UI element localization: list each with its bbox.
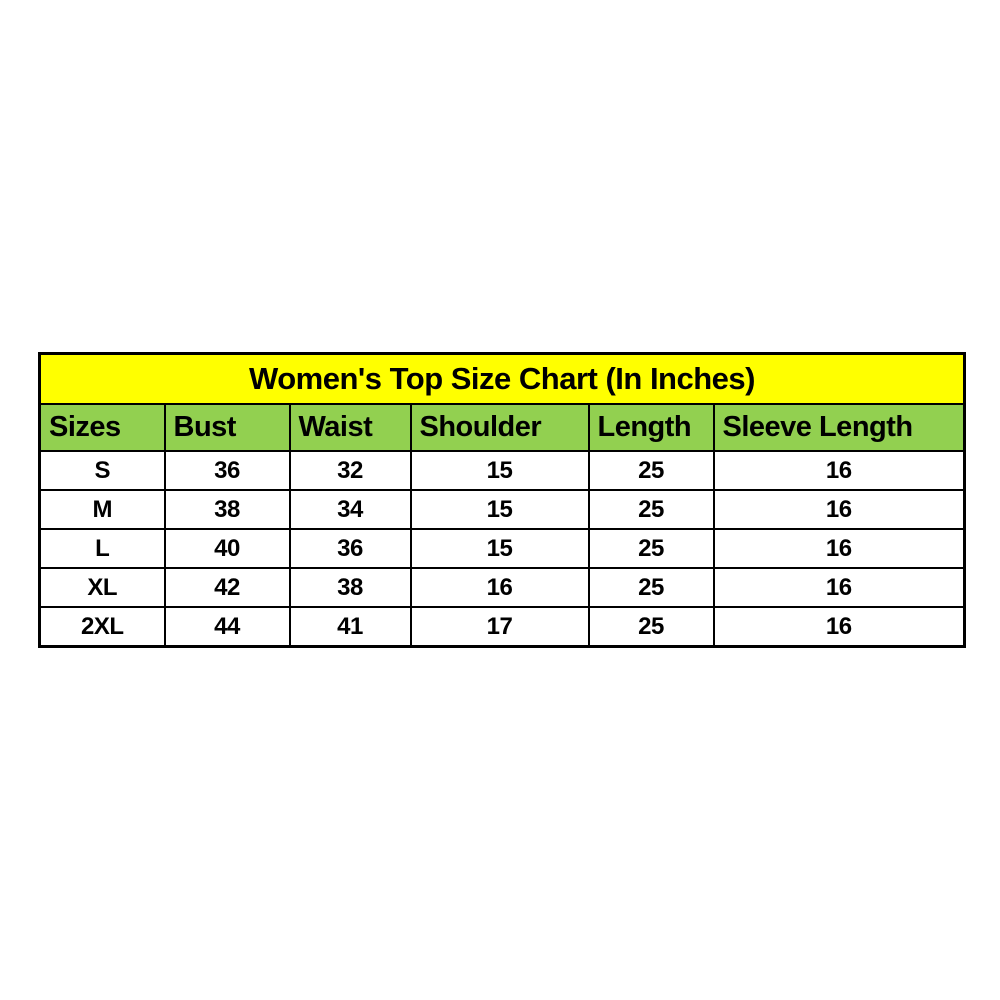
table-cell: 34 [290, 490, 411, 529]
table-cell: 15 [411, 451, 589, 490]
table-cell: 36 [290, 529, 411, 568]
size-label: XL [40, 568, 165, 607]
column-header-sleeve-length: Sleeve Length [714, 404, 965, 451]
size-label: S [40, 451, 165, 490]
column-header-waist: Waist [290, 404, 411, 451]
column-header-sizes: Sizes [40, 404, 165, 451]
table-cell: 16 [411, 568, 589, 607]
column-header-length: Length [589, 404, 714, 451]
table-cell: 25 [589, 607, 714, 647]
table-cell: 16 [714, 607, 965, 647]
table-cell: 36 [165, 451, 290, 490]
table-cell: 41 [290, 607, 411, 647]
table-cell: 17 [411, 607, 589, 647]
table-cell: 16 [714, 490, 965, 529]
chart-title: Women's Top Size Chart (In Inches) [40, 354, 965, 405]
column-header-bust: Bust [165, 404, 290, 451]
table-cell: 16 [714, 451, 965, 490]
table-cell: 15 [411, 490, 589, 529]
table-cell: 42 [165, 568, 290, 607]
size-chart-container [38, 352, 963, 648]
size-label: L [40, 529, 165, 568]
table-cell: 15 [411, 529, 589, 568]
table-cell: 16 [714, 568, 965, 607]
title-row [40, 354, 965, 405]
table-cell: 16 [714, 529, 965, 568]
table-row-2xl [40, 607, 965, 647]
table-row-m [40, 490, 965, 529]
table-cell: 38 [165, 490, 290, 529]
table-cell: 25 [589, 568, 714, 607]
table-cell: 25 [589, 529, 714, 568]
size-chart-table [38, 352, 966, 648]
table-cell: 32 [290, 451, 411, 490]
table-cell: 38 [290, 568, 411, 607]
header-row [40, 404, 965, 451]
table-row-xl [40, 568, 965, 607]
table-row-l [40, 529, 965, 568]
table-row-s [40, 451, 965, 490]
size-label: M [40, 490, 165, 529]
column-header-shoulder: Shoulder [411, 404, 589, 451]
size-label: 2XL [40, 607, 165, 647]
table-cell: 25 [589, 451, 714, 490]
table-cell: 40 [165, 529, 290, 568]
table-cell: 25 [589, 490, 714, 529]
table-cell: 44 [165, 607, 290, 647]
